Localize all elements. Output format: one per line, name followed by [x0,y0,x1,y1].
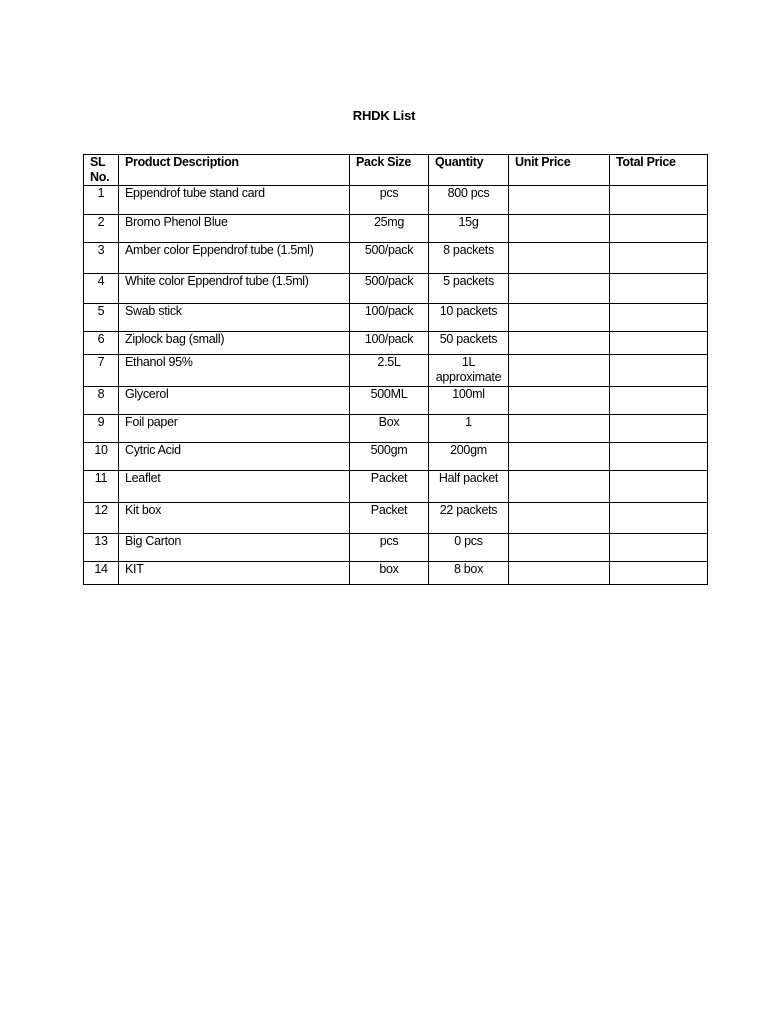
cell-unit-price [509,186,610,215]
cell-pack-size: box [350,562,429,585]
cell-sl: 12 [84,503,119,534]
cell-sl: 3 [84,243,119,274]
cell-sl: 5 [84,304,119,332]
table-row [84,355,708,387]
cell-description: Cytric Acid [119,443,350,471]
table-row [84,387,708,415]
cell-quantity: 5 packets [429,274,509,304]
cell-quantity: 15g [429,215,509,243]
table-row [84,243,708,274]
cell-sl: 8 [84,387,119,415]
cell-sl: 9 [84,415,119,443]
cell-unit-price [509,415,610,443]
cell-description: White color Eppendrof tube (1.5ml) [119,274,350,304]
cell-total-price [610,503,708,534]
cell-pack-size: Packet [350,503,429,534]
table-header-row [84,155,708,186]
cell-sl: 11 [84,471,119,503]
cell-total-price [610,274,708,304]
cell-unit-price [509,304,610,332]
table-row [84,471,708,503]
header-total-price: Total Price [610,155,708,186]
cell-description: Kit box [119,503,350,534]
cell-unit-price [509,215,610,243]
cell-pack-size: pcs [350,186,429,215]
table-row [84,274,708,304]
cell-total-price [610,471,708,503]
cell-total-price [610,443,708,471]
cell-quantity: 1L approximate [429,355,509,387]
cell-quantity: 8 box [429,562,509,585]
cell-unit-price [509,503,610,534]
cell-total-price [610,243,708,274]
table-row [84,503,708,534]
cell-quantity: 100ml [429,387,509,415]
cell-quantity: 200gm [429,443,509,471]
cell-total-price [610,534,708,562]
cell-sl: 4 [84,274,119,304]
cell-unit-price [509,562,610,585]
cell-unit-price [509,471,610,503]
cell-total-price [610,186,708,215]
cell-total-price [610,562,708,585]
cell-description: Eppendrof tube stand card [119,186,350,215]
cell-unit-price [509,443,610,471]
cell-pack-size: Packet [350,471,429,503]
cell-pack-size: 25mg [350,215,429,243]
cell-description: Big Carton [119,534,350,562]
cell-pack-size: 100/pack [350,332,429,355]
header-product-description: Product Description [119,155,350,186]
cell-quantity: 8 packets [429,243,509,274]
table-row [84,415,708,443]
cell-pack-size: 2.5L [350,355,429,387]
cell-total-price [610,387,708,415]
cell-sl: 1 [84,186,119,215]
cell-unit-price [509,355,610,387]
cell-description: Glycerol [119,387,350,415]
cell-unit-price [509,534,610,562]
cell-total-price [610,415,708,443]
cell-description: Bromo Phenol Blue [119,215,350,243]
table-row [84,186,708,215]
cell-sl: 2 [84,215,119,243]
header-quantity: Quantity [429,155,509,186]
cell-unit-price [509,332,610,355]
cell-description: KIT [119,562,350,585]
cell-quantity: 800 pcs [429,186,509,215]
table-row [84,304,708,332]
cell-description: Ziplock bag (small) [119,332,350,355]
cell-quantity: 50 packets [429,332,509,355]
page-title: RHDK List [352,108,416,123]
cell-pack-size: Box [350,415,429,443]
cell-quantity: 10 packets [429,304,509,332]
cell-pack-size: 500/pack [350,274,429,304]
header-pack-size: Pack Size [350,155,429,186]
cell-sl: 7 [84,355,119,387]
table-row [84,443,708,471]
cell-sl: 10 [84,443,119,471]
cell-description: Leaflet [119,471,350,503]
cell-pack-size: pcs [350,534,429,562]
cell-total-price [610,215,708,243]
cell-quantity: 1 [429,415,509,443]
cell-unit-price [509,243,610,274]
cell-description: Foil paper [119,415,350,443]
cell-quantity: 0 pcs [429,534,509,562]
cell-sl: 6 [84,332,119,355]
cell-quantity: 22 packets [429,503,509,534]
cell-pack-size: 100/pack [350,304,429,332]
cell-sl: 14 [84,562,119,585]
cell-description: Amber color Eppendrof tube (1.5ml) [119,243,350,274]
cell-pack-size: 500ML [350,387,429,415]
cell-unit-price [509,387,610,415]
cell-total-price [610,304,708,332]
table-row [84,562,708,585]
cell-description: Ethanol 95% [119,355,350,387]
cell-sl: 13 [84,534,119,562]
header-unit-price: Unit Price [509,155,610,186]
header-sl-no: SL No. [84,155,119,186]
table-row [84,215,708,243]
cell-pack-size: 500gm [350,443,429,471]
cell-total-price [610,332,708,355]
cell-pack-size: 500/pack [350,243,429,274]
cell-quantity: Half packet [429,471,509,503]
cell-description: Swab stick [119,304,350,332]
product-table [83,154,708,585]
cell-unit-price [509,274,610,304]
table-row [84,332,708,355]
cell-total-price [610,355,708,387]
table-row [84,534,708,562]
